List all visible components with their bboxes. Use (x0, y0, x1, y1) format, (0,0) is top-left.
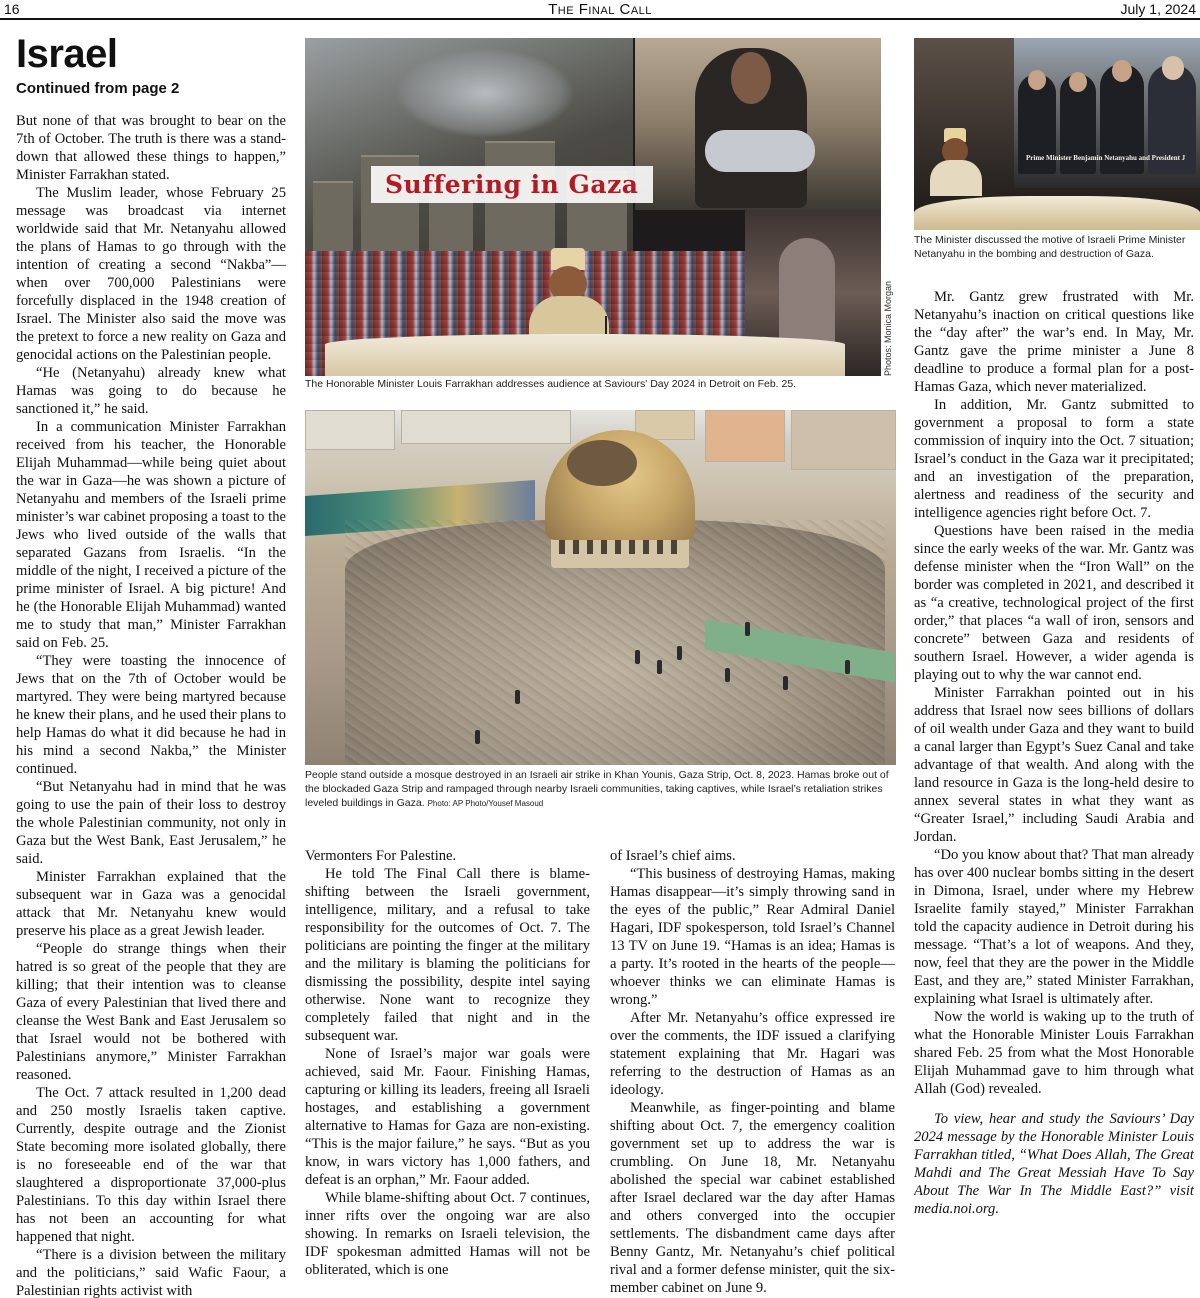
collage-caption: The Honorable Minister Louis Farrakhan addresses audience at Saviours' Day 2024 in Detroit on Feb. 25. (305, 378, 797, 390)
paragraph: He told The Final Call there is blame-shifting between the Israeli government, intelligence, military, and a refusal to take responsibility for the outcomes of Oct. 7. The politicians are pointing the finger at the military and the military is blaming the politicians for dismissing the possibility, despite intel saying otherwise. None want to recognize they completely failed that night and in the subsequent war. (305, 866, 590, 1044)
article-column-1 (16, 112, 286, 1298)
photo-credit: Photos: Monica Morgan (883, 280, 893, 376)
paragraph: While blame-shifting about Oct. 7 continues, inner rifts over the ongoing war are also showing. In remarks on Israeli television, the IDF spokesman admitted Hamas will not be obliterated, which is one (305, 1190, 590, 1278)
photo-credit: Photo: AP Photo/Yousef Masoud (427, 799, 544, 808)
paper-name: The Final Call (548, 1, 652, 18)
paragraph: of Israel’s chief aims. (610, 848, 736, 864)
inset-label: Prime Minister Benjamin Netanyahu and President J (1026, 154, 1186, 162)
mosque-photo (305, 410, 896, 765)
article-column-4 (914, 288, 1194, 1298)
masthead (0, 0, 1200, 20)
paragraph: “But Netanyahu had in mind that he was going to use the pain of their loss to destroy the whole Palestinian community, not only in Gaza but the West Bank, East Jerusalem,” he said. (16, 779, 286, 867)
paragraph: Now the world is waking up to the truth of what the Honorable Minister Louis Farrakhan shared Feb. 25 from what the Most Honorable Elijah Muhammad gave to him through what Allah (God) revealed. (914, 1009, 1194, 1097)
paragraph: In a communication Minister Farrakhan received from his teacher, the Honorable Elijah Muhammad—while being quiet about the war in Gaza—he was shown a picture of Netanyahu and members of the Israeli prime minister’s war cabinet proposing a toast to the Jews who lived outside of the walls that separated Gazans from Israelis. “In the middle of the night, I received a picture of the prime minister of Israel. A big picture! And he (the Honorable Elijah Muhammad) wanted me to study that man,” Minister Farrakhan said on Feb. 25. (16, 419, 286, 651)
paragraph: After Mr. Netanyahu’s office expressed ire over the comments, the IDF issued a clarifying statement explaining that Mr. Hagari was referring to the destruction of Hamas as an ideology. (610, 1010, 895, 1098)
paragraph: Questions have been raised in the media since the early weeks of the war. Mr. Gantz was defense minister when the “Iron Wall” on the border was completed in 2021, and described it as “a creative, technological project of the first order,” that places “a wall of iron, sensors and concrete” between Gaza and residents of southern Israel. However, a wider agenda is playing out to why the war cannot end. (914, 523, 1194, 683)
podium (914, 196, 1200, 230)
paragraph: Vermonters For Palestine. (305, 848, 457, 864)
issue-date: July 1, 2024 (1120, 1, 1196, 17)
speaker-figure (924, 128, 988, 198)
article-headline: Israel (16, 32, 118, 76)
meeting-photo (914, 38, 1200, 230)
paragraph: Minister Farrakhan explained that the subsequent war in Gaza was a genocidal attack that Mr. Netanyahu knew would preserve his place as a great Jewish leader. (16, 869, 286, 939)
footnote: To view, hear and study the Saviours’ Day 2024 message by the Honorable Minister Louis Farrakhan titled, “What Does Allah, The Great Mahdi and The Great Messiah Have To Say About The War In The Middle East?” visit media.noi.org. (914, 1111, 1194, 1217)
inset-photo (1014, 38, 1200, 188)
podium (325, 334, 845, 376)
paragraph: The Muslim leader, whose February 25 message was broadcast via internet worldwide said that Mr. Netanyahu allowed the plans of Hamas to go through with the intention of creating a second “Nakba”—when over 700,000 Palestinians were forcefully displaced in the 1948 creation of Israel. The Minister also said the move was the pretext to force a new reality on Gaza and genocidal actions on the Palestinian people. (16, 185, 286, 363)
paragraph: Minister Farrakhan pointed out in his address that Israel now sees billions of dollars of oil wealth under Gaza and they want to build a canal larger than Egypt’s Suez Canal and take advantage of that wealth. And along with the land resource in Gaza is the long-held desire to annex several states in what they want as “Greater Israel,” including Saudi Arabia and Jordan. (914, 685, 1194, 845)
meeting-caption: The Minister discussed the motive of Israeli Prime Minister Netanyahu in the bombing and destruction of Gaza. (914, 234, 1186, 260)
mosque-caption: People stand outside a mosque destroyed in an Israeli air strike in Khan Younis, Gaza Strip, Oct. 8, 2023. Hamas broke out of the blockaded Gaza Strip and rampaged through nearby Israeli communities, taking captives, while Israel’s retaliation strikes leveled buildings in Gaza. Photo: AP Photo/Yousef Masoud (305, 769, 889, 809)
paragraph: “He (Netanyahu) already knew what Hamas was going to do because he sanctioned it,” he said. (16, 365, 286, 417)
speaker-figure (523, 248, 633, 338)
paragraph: “There is a division between the military and the politicians,” said Wafic Faour, a Palestinian rights activist with (16, 1247, 286, 1298)
collage-photo (305, 38, 881, 376)
paragraph: “People do strange things when their hatred is so great of the people that they are killing; that their intention was to cleanse Gaza of every Palestinian that lived there and cleanse the West Bank and East Jerusalem so that Israel would not be bothered with Palestinians anymore,” Minister Farrakhan reasoned. (16, 941, 286, 1083)
paragraph: Meanwhile, as finger-pointing and blame shifting about Oct. 7, the emergency coalition government set up to address the war is crumbling. On June 18, Mr. Netanyahu abolished the special war cabinet established after Israel declared war the day after Hamas and others converged into the occupier settlements. The disbandment came days after Benny Gantz, Mr. Netanyahu’s chief political rival and a former defense minister, quit the six-member cabinet on June 9. (610, 1100, 895, 1296)
gaza-ruins-aerial (305, 38, 633, 251)
paragraph: “They were toasting the innocence of Jews that on the 7th of October would be martyred. They were being martyred because he knew their plans, and he used their plans to help Hamas do what it did because he had in his mind a second Nakba,” the Minister continued. (16, 653, 286, 777)
paragraph: Mr. Gantz grew frustrated with Mr. Netanyahu’s inaction on critical questions like the “day after” the war’s end. In May, Mr. Gantz gave the prime minister a June 8 deadline to produce a formal plan for a post-Hamas Gaza, which never materialized. (914, 289, 1194, 395)
paragraph: None of Israel’s major war goals were achieved, said Mr. Faour. Finishing Hamas, capturing or killing its leaders, freeing all Israeli hostages, and establishing a government alternative to Hamas for Gaza are non-existing. “This is the major failure,” he says. “But as you know, in wars victory has 1,000 fathers, and defeat is an orphan,” Mr. Faour added. (305, 1046, 590, 1188)
continued-from: Continued from page 2 (16, 80, 180, 97)
page-number: 16 (4, 1, 20, 17)
paragraph: “This business of destroying Hamas, making Hamas disappear—it’s simply throwing sand in the eyes of the public,” Rear Admiral Daniel Hagari, IDF spokesperson, told Israel’s Channel 13 TV on June 19. “Hamas is an idea; Hamas is a party. It’s rooted in the hearts of the people— whoever thinks we can eliminate Hamas is wrong.” (610, 866, 895, 1008)
collage-banner: Suffering in Gaza (371, 166, 653, 203)
article-column-3 (610, 847, 895, 1297)
paragraph: “Do you know about that? That man already has over 400 nuclear bombs sitting in the desert in Dimona, Israel, under where my Hebrew Israelite family stayed,” Minister Farrakhan told the capacity audience in Detroit during his message. “That’s a lot of weapons. And they, now, feel that they are the power in the Middle East, and they are,” stated Minister Farrakhan, explaining what Israel is ultimately after. (914, 847, 1194, 1007)
man-carrying-child (635, 38, 881, 210)
paragraph: The Oct. 7 attack resulted in 1,200 dead and 250 mostly Israelis taken captive. Currently, despite outrage and the Zionist State becoming more isolated globally, there is no foreseeable end of the war that slaughtered a disproportionate 37,000-plus Palestinians. To this day within Israel there has not been an accounting for what happened that night. (16, 1085, 286, 1245)
paragraph: But none of that was brought to bear on the 7th of October. The truth is there was a stand-down that allowed these things to happen,” Minister Farrakhan stated. (16, 113, 286, 183)
paragraph: In addition, Mr. Gantz submitted to government a proposal to form a state commission of inquiry into the Oct. 7 situation; Israel’s conduct in the Gaza war it precipitated; and an investigation of the preparation, alertness and readiness of the security and intelligence agencies right before Oct. 7. (914, 397, 1194, 521)
article-column-2 (305, 847, 590, 1297)
